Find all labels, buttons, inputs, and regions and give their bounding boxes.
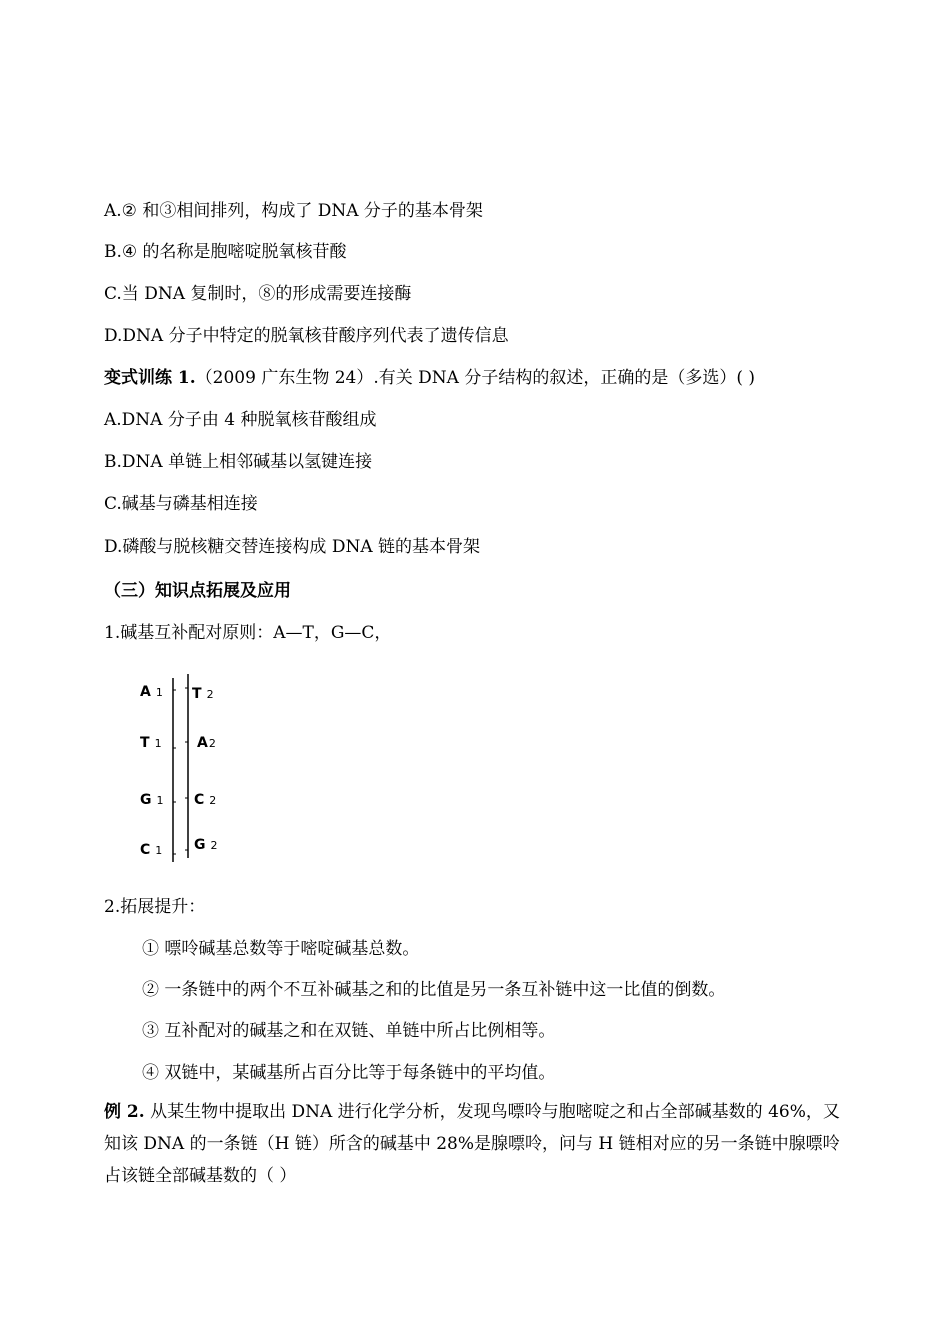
example2-paragraph bbox=[104, 1096, 844, 1192]
exercise1-option-c: C.碱基与磷基相连接 bbox=[104, 494, 258, 514]
base-pair-diagram bbox=[130, 670, 240, 870]
exercise1-option-d: D.磷酸与脱核糖交替连接构成 DNA 链的基本骨架 bbox=[104, 537, 481, 557]
point2-item-4: ④ 双链中，某碱基所占百分比等于每条链中的平均值。 bbox=[142, 1063, 556, 1083]
base-a1: A 1 bbox=[140, 684, 163, 700]
base-a2: A2 bbox=[197, 735, 216, 751]
option-a: A.② 和③相间排列，构成了 DNA 分子的基本骨架 bbox=[104, 201, 483, 221]
exercise1-option-a: A.DNA 分子由 4 种脱氧核苷酸组成 bbox=[104, 410, 377, 430]
base-g1: G 1 bbox=[140, 792, 164, 808]
point2-title: 2.拓展提升： bbox=[104, 897, 206, 917]
option-c: C.当 DNA 复制时，⑧的形成需要连接酶 bbox=[104, 284, 412, 304]
example2-text: 从某生物中提取出 DNA 进行化学分析，发现鸟嘌呤与胞嘧啶之和占全部碱基数的 46%，又知该 DNA 的一条链（H 链）所含的碱基中 28%是腺嘌呤，问与 H 链相对应的另一条链中腺嘌呤占该链全部碱基数的（ ） bbox=[104, 1102, 840, 1186]
exercise1-text: （2009 广东生物 24）.有关 DNA 分子结构的叙述，正确的是（多选）( ) bbox=[195, 368, 756, 388]
point2-item-1: ① 嘌呤碱基总数等于嘧啶碱基总数。 bbox=[142, 939, 420, 959]
point2-item-3: ③ 互补配对的碱基之和在双链、单链中所占比例相等。 bbox=[142, 1021, 556, 1041]
example2-label: 例 2. bbox=[104, 1102, 145, 1122]
option-d: D.DNA 分子中特定的脱氧核苷酸序列代表了遗传信息 bbox=[104, 326, 509, 346]
exercise1-option-b: B.DNA 单链上相邻碱基以氢键连接 bbox=[104, 452, 373, 472]
base-g2: G 2 bbox=[194, 837, 218, 853]
base-t2: T 2 bbox=[192, 686, 214, 702]
base-c2: C 2 bbox=[194, 792, 217, 808]
point2-item-2: ② 一条链中的两个不互补碱基之和的比值是另一条互补链中这一比值的倒数。 bbox=[142, 980, 726, 1000]
option-b: B.④ 的名称是胞嘧啶脱氧核苷酸 bbox=[104, 242, 347, 262]
exercise1-label: 变式训练 1. bbox=[104, 368, 196, 388]
base-t1: T 1 bbox=[140, 735, 162, 751]
section-heading: （三）知识点拓展及应用 bbox=[104, 581, 291, 601]
point1-text: 1.碱基互补配对原则：A—T，G—C， bbox=[104, 623, 392, 643]
exercise1-question bbox=[104, 366, 755, 390]
base-c1: C 1 bbox=[140, 842, 163, 858]
